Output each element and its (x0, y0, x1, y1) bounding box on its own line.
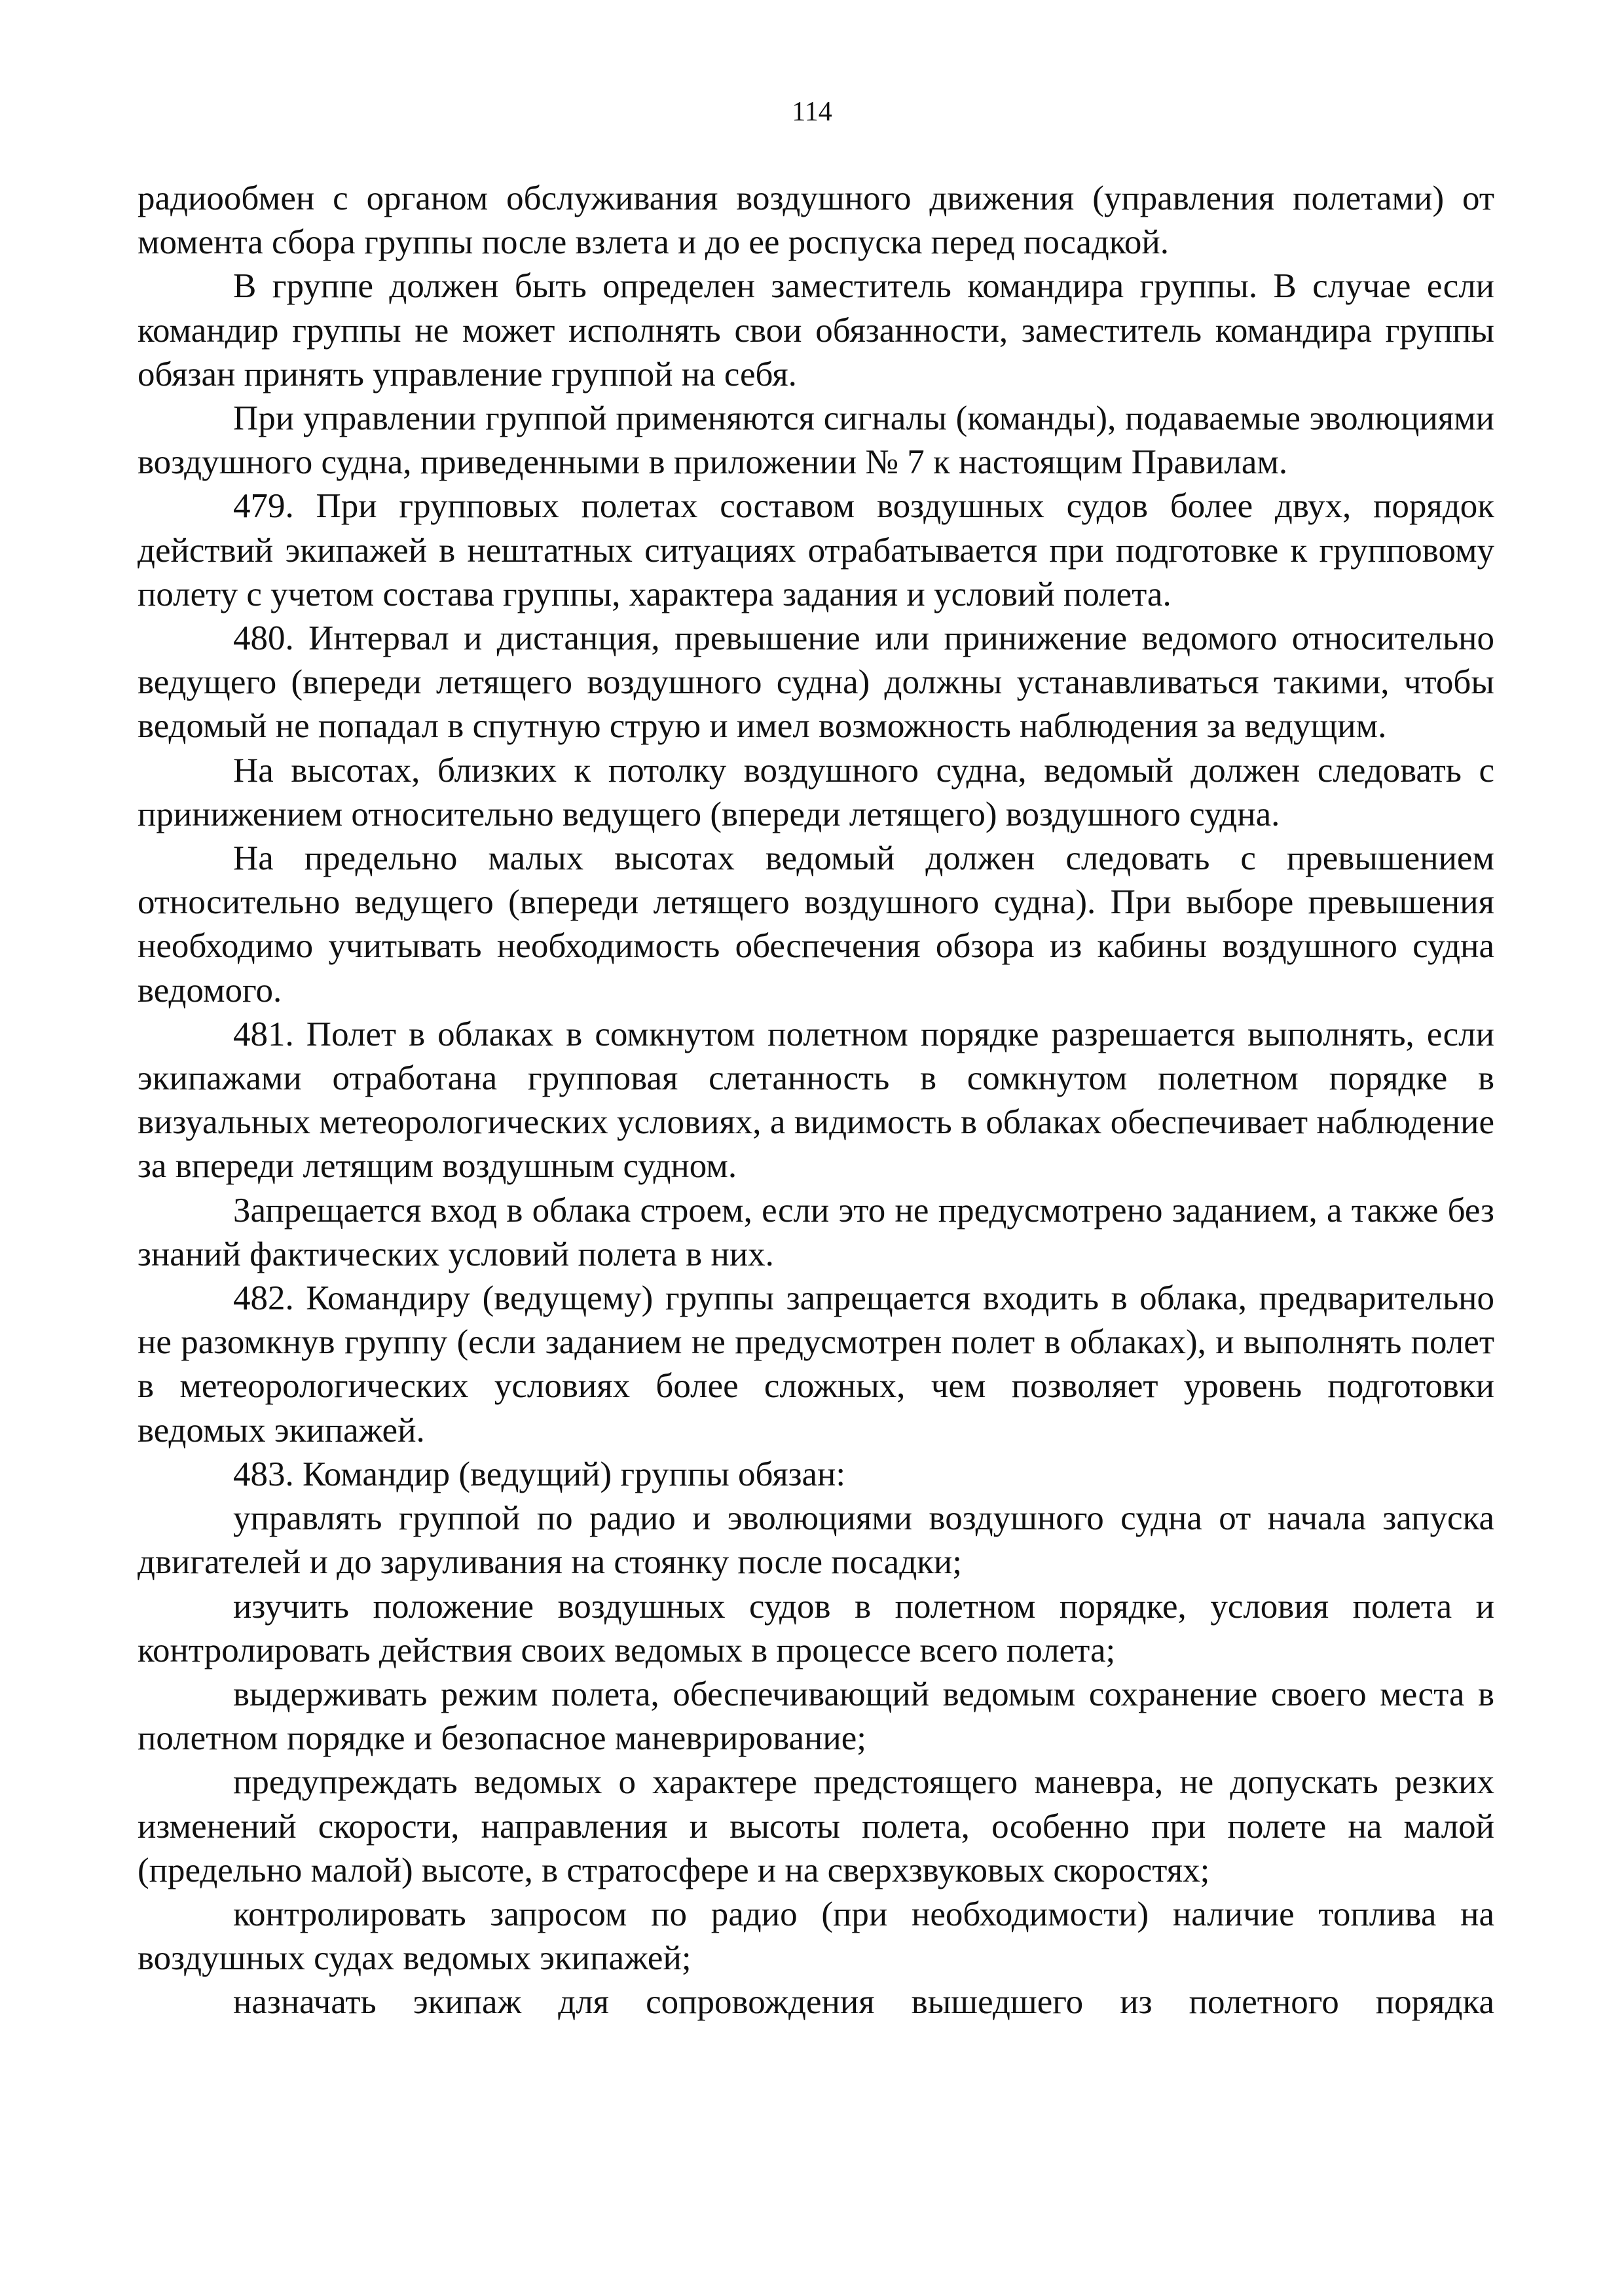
list-item-study-positions: изучить положение воздушных судов в полетном порядке, условия полета и контролировать действия своих ведомых в процессе всего полета; (138, 1587, 1494, 1669)
paragraph-signals: При управлении группой применяются сигналы (команды), подаваемые эволюциями воздушного судна, приведенными в приложении № 7 к настоящим Правилам. (138, 399, 1494, 482)
document-body (138, 177, 1494, 2025)
paragraph-483: 483. Командир (ведущий) группы обязан: (233, 1455, 846, 1493)
list-item-manage-group: управлять группой по радио и эволюциями воздушного судна от начала запуска двигателей и до заруливания на стоянку после посадки; (138, 1499, 1494, 1582)
list-item-fuel-control: контролировать запросом по радио (при необходимости) наличие топлива на воздушных судах ведомых экипажей; (138, 1895, 1494, 1978)
list-item-warn-maneuver: предупреждать ведомых о характере предстоящего маневра, не допускать резких изменений скорости, направления и высоты полета, особенно при полете на малой (предельно малой) высоте, в стратосфере и на сверхзвуковых скоростях; (138, 1763, 1494, 1889)
paragraph-high-altitude: На высотах, близких к потолку воздушного судна, ведомый должен следовать с принижением относительно ведущего (впереди летящего) воздушного судна. (138, 751, 1494, 833)
paragraph-deputy-commander: В группе должен быть определен заместитель командира группы. В случае если командир группы не может исполнять свои обязанности, заместитель командира группы обязан принять управление группой на себя. (138, 267, 1494, 393)
paragraph-482: 482. Командиру (ведущему) группы запрещается входить в облака, предварительно не разомкнув группу (если заданием не предусмотрен полет в облаках), и выполнять полет в метеорологических условиях более сложных, чем позволяет уровень подготовки ведомых экипажей. (138, 1279, 1494, 1449)
paragraph-continuation: радиообмен с органом обслуживания воздушного движения (управления полетами) от момента сбора группы после взлета и до ее роспуска перед посадкой. (138, 179, 1494, 262)
paragraph-clouds-prohibition: Запрещается вход в облака строем, если это не предусмотрено заданием, а также без знаний фактических условий полета в них. (138, 1191, 1494, 1273)
list-item-flight-mode: выдерживать режим полета, обеспечивающий ведомым сохранение своего места в полетном порядке и безопасное маневрирование; (138, 1675, 1494, 1758)
paragraph-481: 481. Полет в облаках в сомкнутом полетном порядке разрешается выполнять, если экипажами отработана групповая слетанность в сомкнутом полетном порядке в визуальных метеорологических условиях, а видимость в облаках обеспечивает наблюдение за впереди летящим воздушным судном. (138, 1015, 1494, 1186)
list-item-escort-crew: назначать экипаж для сопровождения вышедшего из полетного порядка (233, 1983, 1494, 2022)
paragraph-479: 479. При групповых полетах составом воздушных судов более двух, порядок действий экипажей в нештатных ситуациях отрабатывается при подготовке к групповому полету с учетом состава группы, характера задания и условий полета. (138, 487, 1494, 613)
page-number: 114 (792, 97, 832, 127)
paragraph-low-altitude: На предельно малых высотах ведомый должен следовать с превышением относительно ведущего (впереди летящего воздушного судна). При выборе превышения необходимо учитывать необходимость обеспечения обзора из кабины воздушного судна ведомого. (138, 839, 1494, 1010)
paragraph-480: 480. Интервал и дистанция, превышение или принижение ведомого относительно ведущего (впереди летящего воздушного судна) должны устанавливаться такими, чтобы ведомый не попадал в спутную струю и имел возможность наблюдения за ведущим. (138, 619, 1494, 746)
